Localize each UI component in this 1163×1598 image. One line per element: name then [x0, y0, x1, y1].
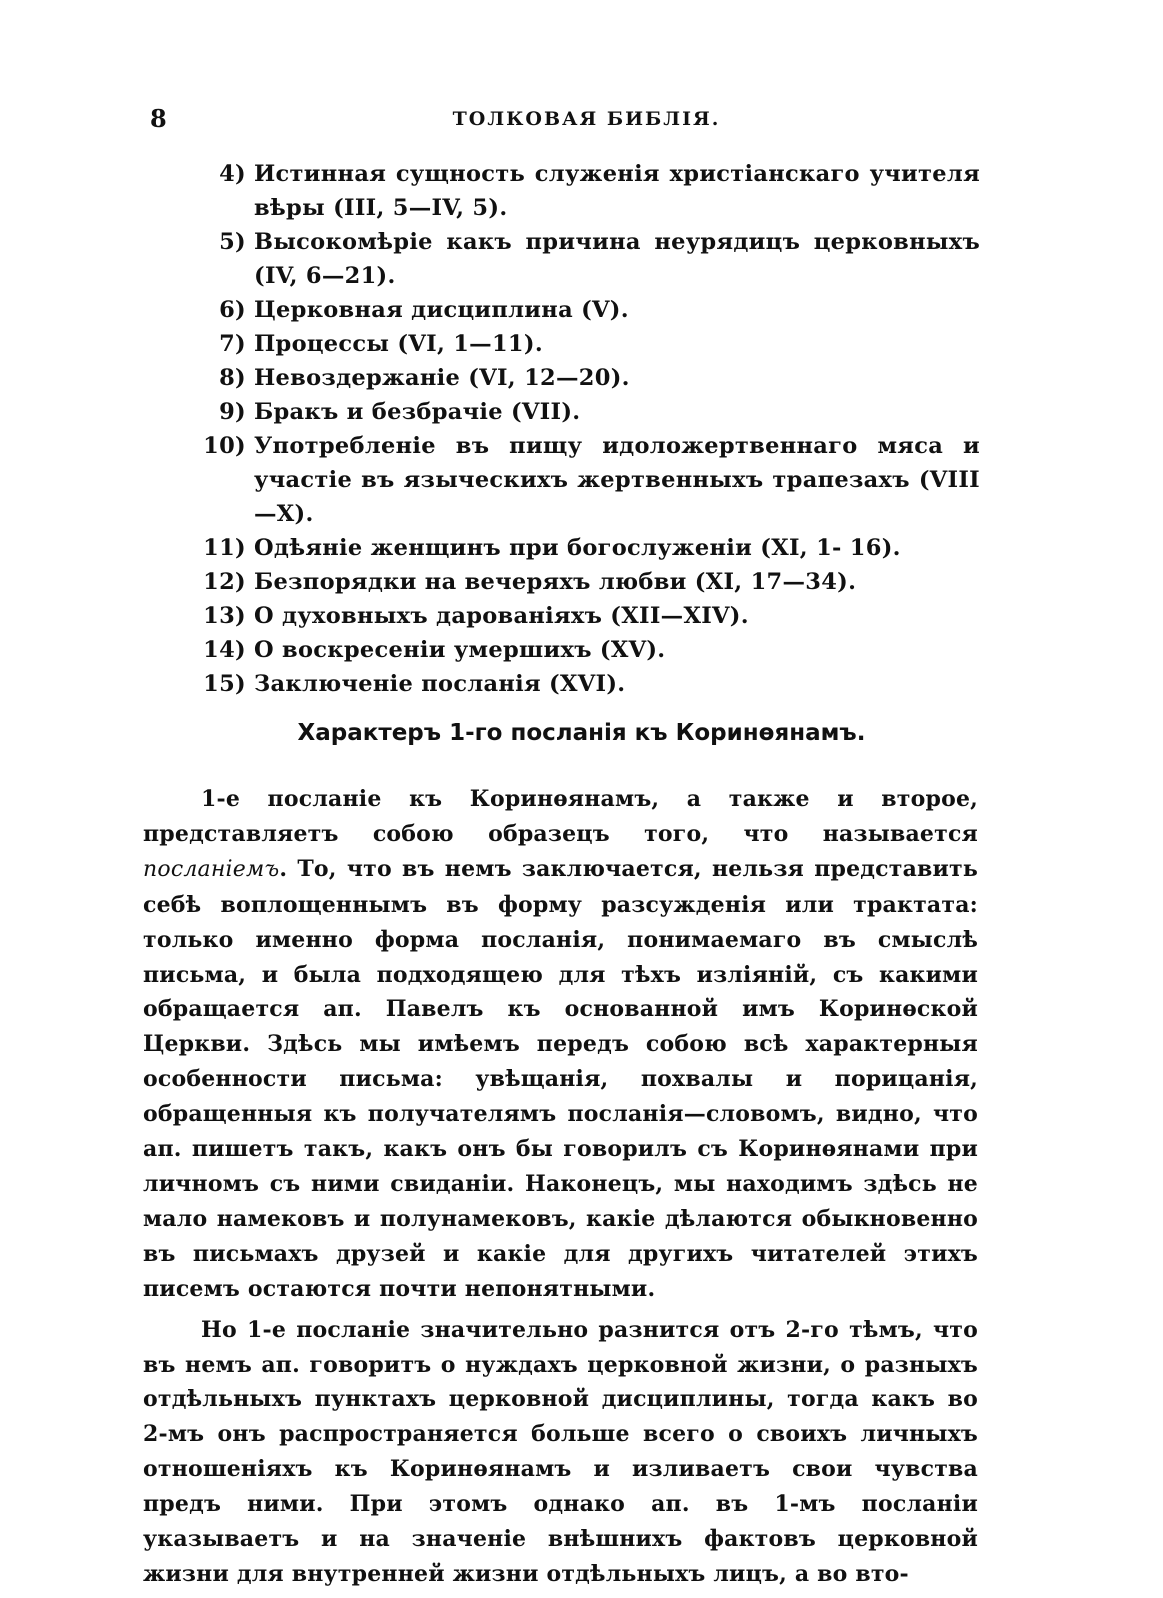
toc-text: Одѣяніе женщинъ при богослуженіи (XI, 1- 16).: [254, 535, 901, 561]
toc-item: [180, 565, 980, 599]
emphasized-term: посланіемъ: [143, 856, 280, 882]
toc-text: Употребленіе въ пищу идоложертвеннаго мяса и участіе въ языческихъ жертвенныхъ трапезахъ (VIII—X).: [254, 433, 980, 527]
section-heading: Характеръ 1-го посланія къ Коринѳянамъ.: [297, 720, 866, 746]
toc-item: [180, 361, 980, 395]
toc-text: Бракъ и безбрачіе (VII).: [254, 399, 581, 425]
toc-text: Невоздержаніе (VI, 12—20).: [254, 365, 630, 391]
toc-number: 11): [203, 535, 246, 561]
paragraph-text: . То, что въ немъ заключается, нельзя представить себѣ воплощеннымъ въ форму разсужденія или трактата: только именно форма посланія, понимаемаго въ смыслѣ письма, и была подходящею для тѣхъ изліяній, съ какими обращается ап. Павелъ къ основанной имъ Коринѳской Церкви. Здѣсь мы имѣемъ передъ собою всѣ характерныя особенности письма: увѣщанія, похвалы и порицанія, обращенныя къ получателямъ посланія—словомъ, видно, что ап. пишетъ такъ, какъ онъ бы говорилъ съ Коринѳянами при личномъ съ ними свиданіи. Наконецъ, мы находимъ здѣсь не мало намековъ и полунамековъ, какіе дѣлаются обыкновенно въ письмахъ друзей и какіе для другихъ читателей этихъ писемъ остаются почти непонятными.: [143, 855, 978, 1302]
body-text: [143, 782, 978, 1598]
toc-text: Безпорядки на вечеряхъ любви (XI, 17—34).: [254, 569, 857, 595]
toc-item: [180, 395, 980, 429]
toc-text: Истинная сущность служенія христіанскаго учителя вѣры (III, 5—IV, 5).: [254, 161, 980, 221]
toc-number: 13): [203, 603, 246, 629]
toc-text: Высокомѣріе какъ причина неурядицъ церковныхъ (IV, 6—21).: [254, 229, 980, 289]
paragraph-text: 1-е посланіе къ Коринѳянамъ, а также и второе, представляетъ собою образецъ того, что называется: [143, 786, 978, 847]
toc-number: 6): [219, 297, 246, 323]
toc-item: [180, 667, 980, 701]
page-number: 8: [150, 104, 167, 133]
paragraph: Но 1-е посланіе значительно разнится отъ 2-го тѣмъ, что въ немъ ап. говоритъ о нуждахъ церковной жизни, о разныхъ отдѣльныхъ пунктахъ церковной дисциплины, тогда какъ во 2-мъ онъ распространяется больше всего о своихъ личныхъ отношеніяхъ къ Коринѳянамъ и изливаетъ свои чувства предъ ними. При этомъ однако ап. въ 1-мъ посланіи указываетъ и на значеніе внѣшнихъ фактовъ церковной жизни для внутренней жизни отдѣльныхъ лицъ, а во вто-: [143, 1316, 978, 1587]
toc-number: 10): [203, 433, 246, 459]
toc-item: [180, 225, 980, 293]
toc-text: О воскресеніи умершихъ (XV).: [254, 637, 666, 663]
table-of-contents: [180, 157, 980, 701]
paragraph: [143, 782, 978, 1307]
toc-text: Церковная дисциплина (V).: [254, 297, 629, 323]
toc-item: [180, 633, 980, 667]
running-title: ТОЛКОВАЯ БИБЛІЯ.: [452, 108, 721, 130]
toc-number: 8): [219, 365, 246, 391]
toc-item: [180, 293, 980, 327]
toc-text: Процессы (VI, 1—11).: [254, 331, 543, 357]
toc-number: 7): [219, 331, 246, 357]
toc-text: Заключеніе посланія (XVI).: [254, 671, 626, 697]
toc-item: [180, 327, 980, 361]
toc-number: 4): [219, 161, 246, 187]
toc-text: О духовныхъ дарованіяхъ (XII—XIV).: [254, 603, 749, 629]
toc-number: 9): [219, 399, 246, 425]
toc-item: [180, 157, 980, 225]
toc-number: 15): [203, 671, 246, 697]
toc-number: 5): [219, 229, 246, 255]
toc-item: [180, 599, 980, 633]
toc-number: 14): [203, 637, 246, 663]
toc-item: [180, 531, 980, 565]
toc-item: [180, 429, 980, 531]
toc-number: 12): [203, 569, 246, 595]
